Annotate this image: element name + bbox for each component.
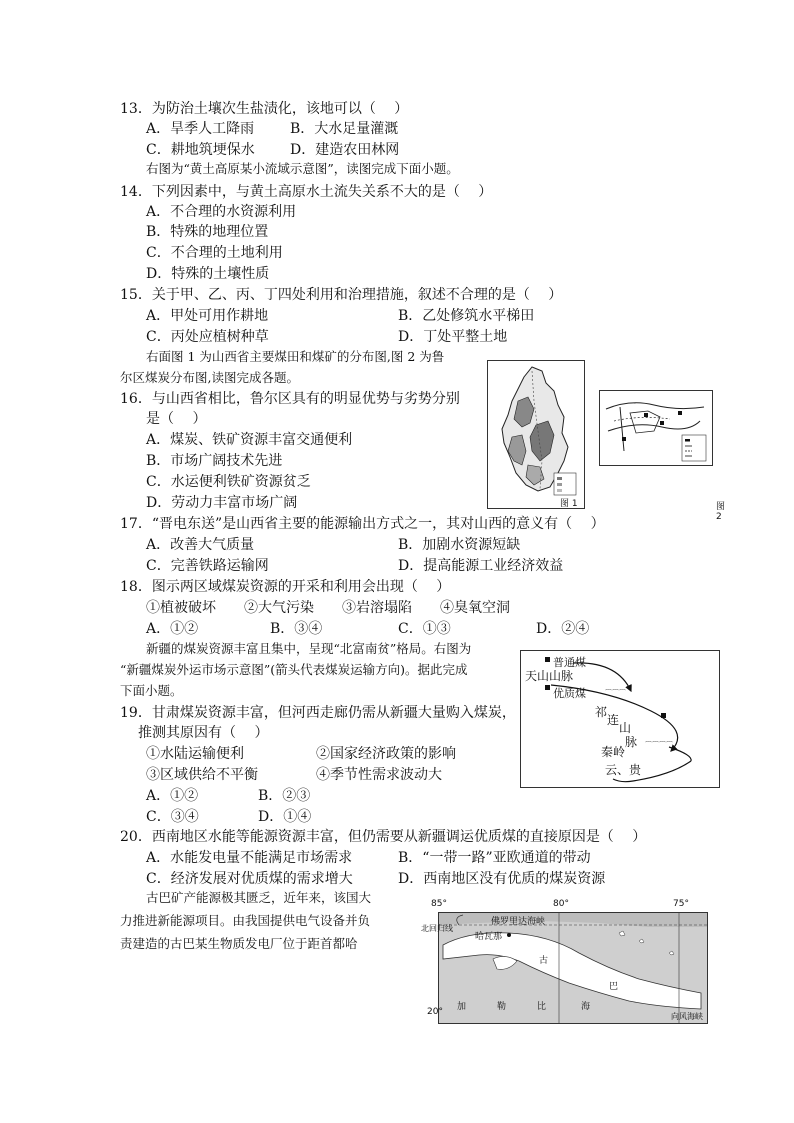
- shanxi-map-svg: [488, 361, 584, 508]
- q15-option-b[interactable]: B．乙处修筑水平梯田: [398, 308, 535, 324]
- intro-shanxi-line1: 右面图 1 为山西省主要煤田和煤矿的分布图,图 2 为鲁: [146, 349, 445, 364]
- cuba-label-ba: 巴: [609, 982, 619, 992]
- xinjiang-coal-map: [520, 650, 720, 788]
- fig2-label: 图 2: [716, 502, 726, 522]
- intro-cuba-line1: 古巴矿产能源极其匮乏，近年来，该国大: [146, 890, 372, 905]
- q14-option-a[interactable]: A．不合理的水资源利用: [146, 204, 297, 220]
- qilian-label-4: 脉: [625, 735, 638, 749]
- svg-text:⌒⌒⌒: ⌒⌒⌒: [605, 689, 626, 697]
- putongmei-label: 普通煤: [553, 657, 586, 669]
- q15-option-d[interactable]: D．丁处平整土地: [398, 329, 508, 345]
- q13-option-c[interactable]: C．耕地筑埂保水: [146, 142, 255, 158]
- shanxi-coal-map: [487, 360, 585, 509]
- florida-strait-label: 佛罗里达海峡: [491, 917, 546, 927]
- q18-items: ①植被破坏 ②大气污染 ③岩溶塌陷 ④臭氧空洞: [146, 600, 510, 616]
- caribbean-label-bi: 比: [537, 1002, 547, 1012]
- q17-option-b[interactable]: B．加剧水资源短缺: [398, 537, 521, 553]
- q19-item-2: ②国家经济政策的影响: [316, 746, 456, 762]
- fig1-label: 图 1: [560, 499, 578, 509]
- q20-option-d[interactable]: D．西南地区没有优质的煤炭资源: [398, 871, 606, 887]
- q18-option-b[interactable]: B．③④: [270, 621, 323, 637]
- q19-item-3: ③区域供给不平衡: [146, 767, 258, 783]
- cuba-map: [421, 899, 708, 1024]
- svg-text:⌒⌒⌒⌒: ⌒⌒⌒⌒: [645, 741, 673, 749]
- q20-option-c[interactable]: C．经济发展对优质煤的需求增大: [146, 871, 353, 887]
- q14-option-d[interactable]: D．特殊的土壤性质: [146, 266, 270, 282]
- q14-option-c[interactable]: C．不合理的土地利用: [146, 245, 283, 261]
- q20-option-a[interactable]: A．水能发电量不能满足市场需求: [146, 850, 353, 866]
- q16-option-a[interactable]: A．煤炭、铁矿资源丰富交通便利: [146, 432, 353, 448]
- q13-stem: 13．为防治土壤次生盐渍化，该地可以（ ）: [120, 101, 409, 117]
- q18-stem: 18．图示两区域煤炭资源的开采和利用会出现（ ）: [120, 579, 451, 595]
- qilian-label-3: 山: [619, 721, 632, 735]
- tianshan-label: 天山山脉: [525, 669, 574, 683]
- q19-stem-line1: 19．甘肃煤炭资源丰富，但河西走廊仍需从新疆大量购入煤炭，: [120, 705, 516, 721]
- q19-option-c[interactable]: C．③④: [146, 809, 199, 825]
- intro-xinjiang-line3: 下面小题。: [120, 683, 183, 698]
- windward-passage-label: 向风海峡: [671, 1012, 703, 1021]
- q16-stem-line2: 是（ ）: [146, 411, 207, 427]
- q17-option-a[interactable]: A．改善大气质量: [146, 537, 255, 553]
- q16-stem-line1: 16．与山西省相比，鲁尔区具有的明显优势与劣势分别: [120, 391, 460, 407]
- lon-80-label: 80°: [553, 899, 569, 909]
- intro-xinjiang-line2: “新疆煤炭外运市场示意图”(箭头代表煤炭运输方向)。据此完成: [120, 662, 468, 677]
- q13-option-a[interactable]: A．旱季人工降雨: [146, 121, 255, 137]
- q14-option-b[interactable]: B．特殊的地理位置: [146, 224, 269, 240]
- q16-option-b[interactable]: B．市场广阔技术先进: [146, 453, 283, 469]
- q20-option-b[interactable]: B．“一带一路”亚欧通道的带动: [398, 850, 591, 866]
- q13-option-d[interactable]: D．建造农田林网: [290, 142, 400, 158]
- ruhr-coal-map: [599, 390, 726, 522]
- q19-stem-line2: 推测其原因有（ ）: [138, 725, 269, 741]
- q16-option-d[interactable]: D．劳动力丰富市场广阔: [146, 495, 298, 511]
- lon-85-label: 85°: [431, 899, 447, 909]
- caribbean-label-hai: 海: [581, 1002, 591, 1012]
- lat-20-label: 20°: [427, 1007, 443, 1017]
- q17-option-d[interactable]: D．提高能源工业经济效益: [398, 558, 564, 574]
- intro-xinjiang-line1: 新疆的煤炭资源丰富且集中，呈现“北富南贫”格局。右图为: [146, 641, 472, 656]
- q17-option-c[interactable]: C．完善铁路运输网: [146, 558, 269, 574]
- q18-option-a[interactable]: A．①②: [146, 621, 199, 637]
- lon-75-label: 75°: [673, 899, 689, 909]
- caribbean-label-jia: 加: [457, 1002, 467, 1012]
- cuba-label-gu: 古: [539, 956, 549, 966]
- q15-stem: 15．关于甲、乙、丙、丁四处利用和治理措施，叙述不合理的是（ ）: [120, 287, 563, 303]
- q13-option-b[interactable]: B．大水足量灌溉: [290, 121, 399, 137]
- q19-item-4: ④季节性需求波动大: [316, 767, 442, 783]
- qilian-label-2: 连: [607, 713, 620, 727]
- q15-option-c[interactable]: C．丙处应植树种草: [146, 329, 269, 345]
- yungui-label: 云、贵: [605, 763, 642, 777]
- tropic-label: 北回归线: [421, 924, 453, 933]
- qilian-label-1: 祁: [595, 705, 608, 719]
- havana-label: 哈瓦那: [475, 932, 503, 942]
- intro-cuba-line3: 责建造的古巴某生物质发电厂位于距首都哈: [120, 936, 358, 951]
- q19-option-d[interactable]: D．①④: [258, 809, 312, 825]
- intro-loess: 右图为“黄土高原某小流域示意图”，读图完成下面小题。: [146, 161, 459, 176]
- q15-option-a[interactable]: A．甲处可用作耕地: [146, 308, 269, 324]
- q17-stem: 17．“晋电东送”是山西省主要的能源输出方式之一，其对山西的意义有（ ）: [120, 516, 605, 532]
- q20-stem: 20．西南地区水能等能源资源丰富，但仍需要从新疆调运优质煤的直接原因是（ ）: [120, 829, 647, 845]
- ruhr-map-svg: [600, 391, 712, 465]
- q18-option-c[interactable]: C．①③: [398, 621, 451, 637]
- q16-option-c[interactable]: C．水运便利铁矿资源贫乏: [146, 474, 311, 490]
- caribbean-label-le: 勒: [497, 1002, 507, 1012]
- intro-shanxi-line2: 尔区煤炭分布图,读图完成各题。: [120, 370, 299, 385]
- q14-stem: 14．下列因素中，与黄土高原水土流失关系不大的是（ ）: [120, 184, 493, 200]
- q18-option-d[interactable]: D．②④: [536, 621, 590, 637]
- qinling-label: 秦岭: [601, 745, 626, 759]
- youzhimei-label: 优质煤: [553, 688, 586, 700]
- intro-cuba-line2: 力推进新能源项目。由我国提供电气设备并负: [120, 913, 371, 928]
- q19-item-1: ①水陆运输便利: [146, 746, 244, 762]
- q19-option-b[interactable]: B．②③: [258, 788, 311, 804]
- q19-option-a[interactable]: A．①②: [146, 788, 199, 804]
